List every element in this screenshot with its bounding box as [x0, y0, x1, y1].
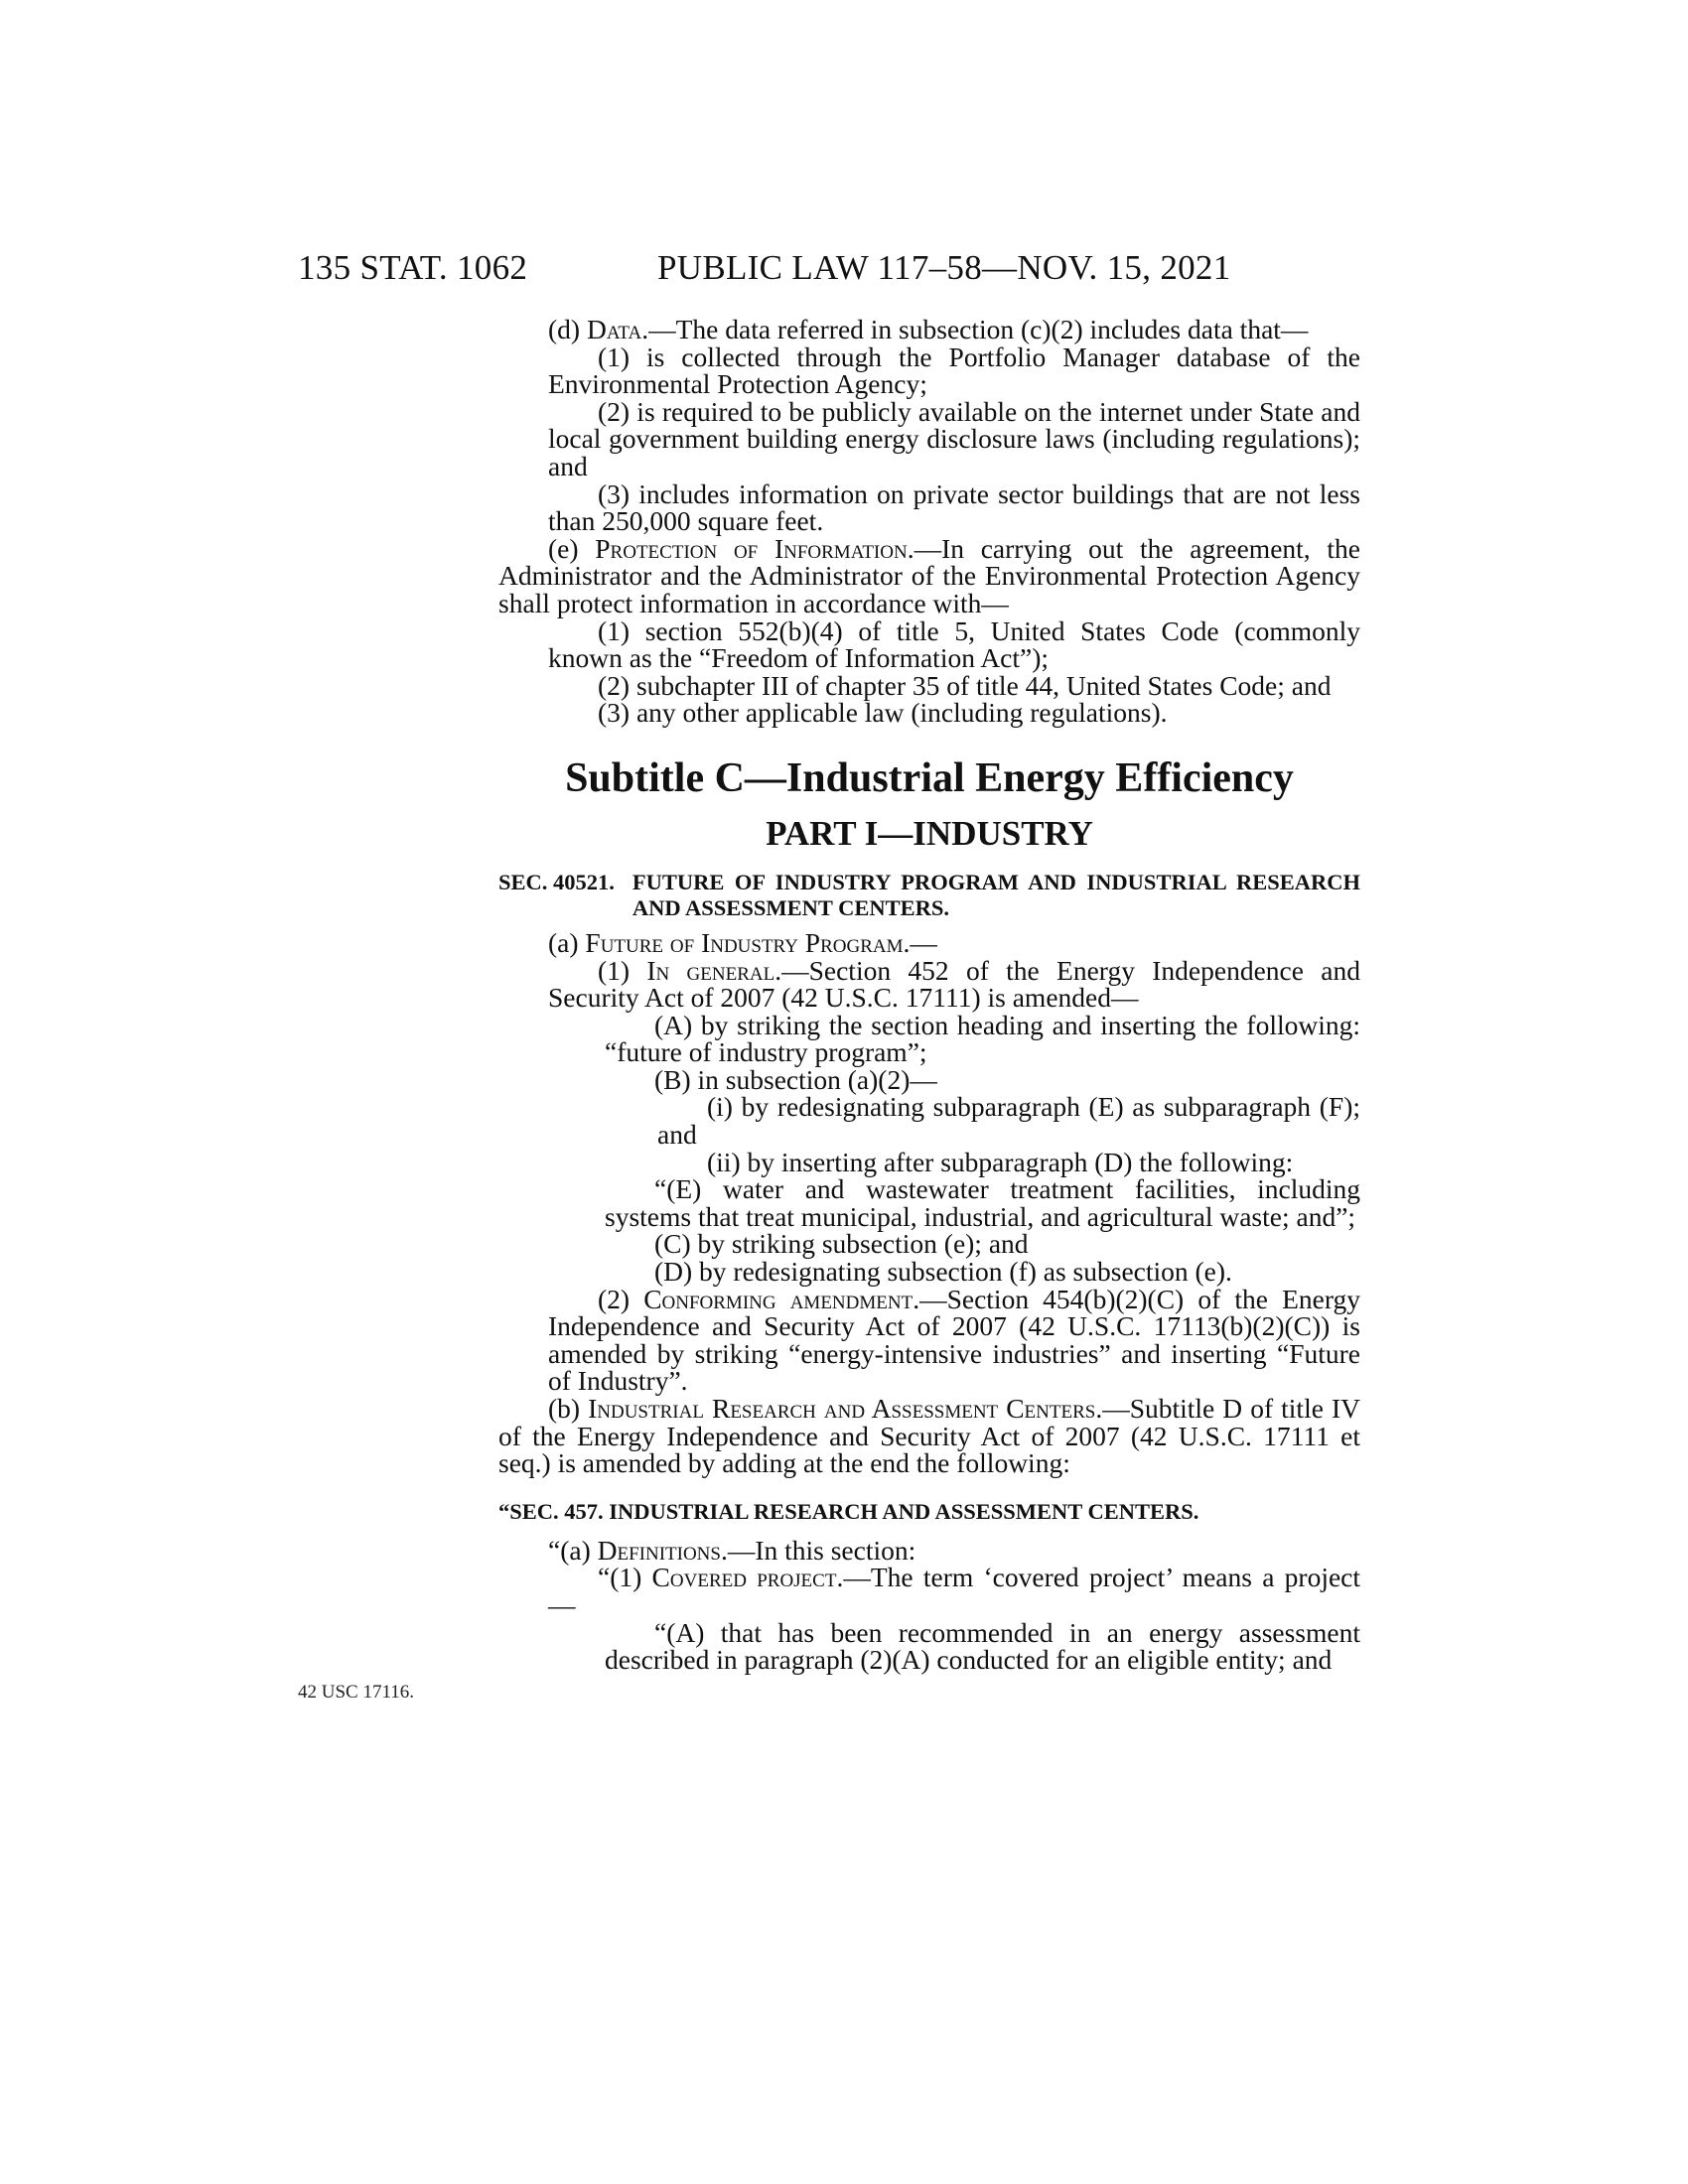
clause-a1Bi: (i) by redesignating subparagraph (E) as subparagraph (F); and [657, 1091, 1360, 1151]
section-457-heading: “SEC. 457. INDUSTRIAL RESEARCH AND ASSESSMENT CENTERS. [498, 1498, 1199, 1524]
subparagraph-a1B: (B) in subsection (a)(2)— [654, 1063, 937, 1095]
paragraph-e1: (1) section 552(b)(4) of title 5, United States Code (commonly known as the “Freedom of Information Act”); [548, 614, 1360, 674]
subsection-e: (e) Protection of Information.—In carrying out the agreement, the Administrator and the Administrator of the Environmental Protection Agency shall protect information in accordance with— [498, 532, 1360, 618]
subsection-heading: Data [586, 314, 642, 344]
section-number: SEC. 40521. [498, 869, 615, 894]
section-title: FUTURE OF INDUSTRY PROGRAM AND INDUSTRIAL RESEARCH AND ASSESSMENT CENTERS. [632, 869, 1360, 920]
paragraph-heading: Conforming amendment [643, 1283, 914, 1314]
subparagraph-a1C: (C) by striking subsection (e); and [654, 1228, 1029, 1260]
stat-page-number: 135 STAT. 1062 [298, 248, 528, 287]
paragraph-heading: In general [646, 954, 775, 986]
subtitle-heading: Subtitle C—Industrial Energy Efficiency [565, 754, 1294, 801]
law-title: PUBLIC LAW 117–58—NOV. 15, 2021 [657, 248, 1231, 287]
inserted-text-E: “(E) water and wastewater treatment facilities, including systems that treat municipal, industrial, and agricultural waste; and”; [605, 1173, 1360, 1232]
section-heading [498, 870, 1360, 921]
part-heading: PART I—INDUSTRY [766, 813, 1093, 853]
subsection-definitions: “(a) Definitions.—In this section: [548, 1534, 916, 1566]
document-body [498, 316, 1360, 1674]
paragraph-e2: (2) subchapter III of chapter 35 of title 44, United States Code; and [598, 669, 1332, 701]
paragraph-heading: Covered project [651, 1562, 837, 1593]
paragraph-d1: (1) is collected through the Portfolio Manager database of the Environmental Protection Agency; [548, 341, 1360, 400]
subsection-b: (b) Industrial Research and Assessment Centers.—Subtitle D of title IV of the Energy Independence and Security Act of 2007 (42 U.S.C. 17111 et seq.) is amended by adding at the end the following: [498, 1393, 1360, 1479]
subsection-heading: Industrial Research and Assessment Centers [588, 1393, 1096, 1424]
subsection-heading: Protection of Information [595, 532, 908, 564]
subparagraph-def1A: “(A) that has been recommended in an energy assessment described in paragraph (2)(A) conducted for an eligible entity; and [605, 1616, 1360, 1676]
paragraph-covered-project: “(1) Covered project.—The term ‘covered project’ means a project— [548, 1562, 1361, 1620]
paragraph-e3: (3) any other applicable law (including regulations). [598, 697, 1168, 729]
subsection-heading: Future of Industry Program [585, 926, 904, 958]
subsection-a: (a) Future of Industry Program.— [548, 926, 937, 958]
clause-a1Bii: (ii) by inserting after subparagraph (D) the following: [707, 1146, 1294, 1177]
subsection-d: (d) Data.—The data referred in subsection (c)(2) includes data that— [548, 314, 1309, 344]
subparagraph-a1A: (A) by striking the section heading and inserting the following: “future of industry program”; [605, 1009, 1360, 1068]
margin-citation: 42 USC 17116. [298, 1682, 415, 1703]
paragraph-d3: (3) includes information on private sector buildings that are not less than 250,000 square feet. [548, 478, 1360, 537]
subparagraph-a1D: (D) by redesignating subsection (f) as subsection (e). [654, 1256, 1232, 1288]
paragraph-d2: (2) is required to be publicly available on the internet under State and local government building energy disclosure laws (including regulations); and [548, 395, 1360, 481]
paragraph-a1: (1) In general.—Section 452 of the Energy Independence and Security Act of 2007 (42 U.S.C. 17111) is amended— [548, 954, 1360, 1014]
paragraph-a2: (2) Conforming amendment.—Section 454(b)(2)(C) of the Energy Independence and Security Act of 2007 (42 U.S.C. 17113(b)(2)(C)) is amended by striking “energy-intensive industries” and inserting “Future of Industry”. [548, 1283, 1360, 1397]
subsection-heading: Definitions [597, 1534, 721, 1566]
page-header [298, 244, 1688, 292]
